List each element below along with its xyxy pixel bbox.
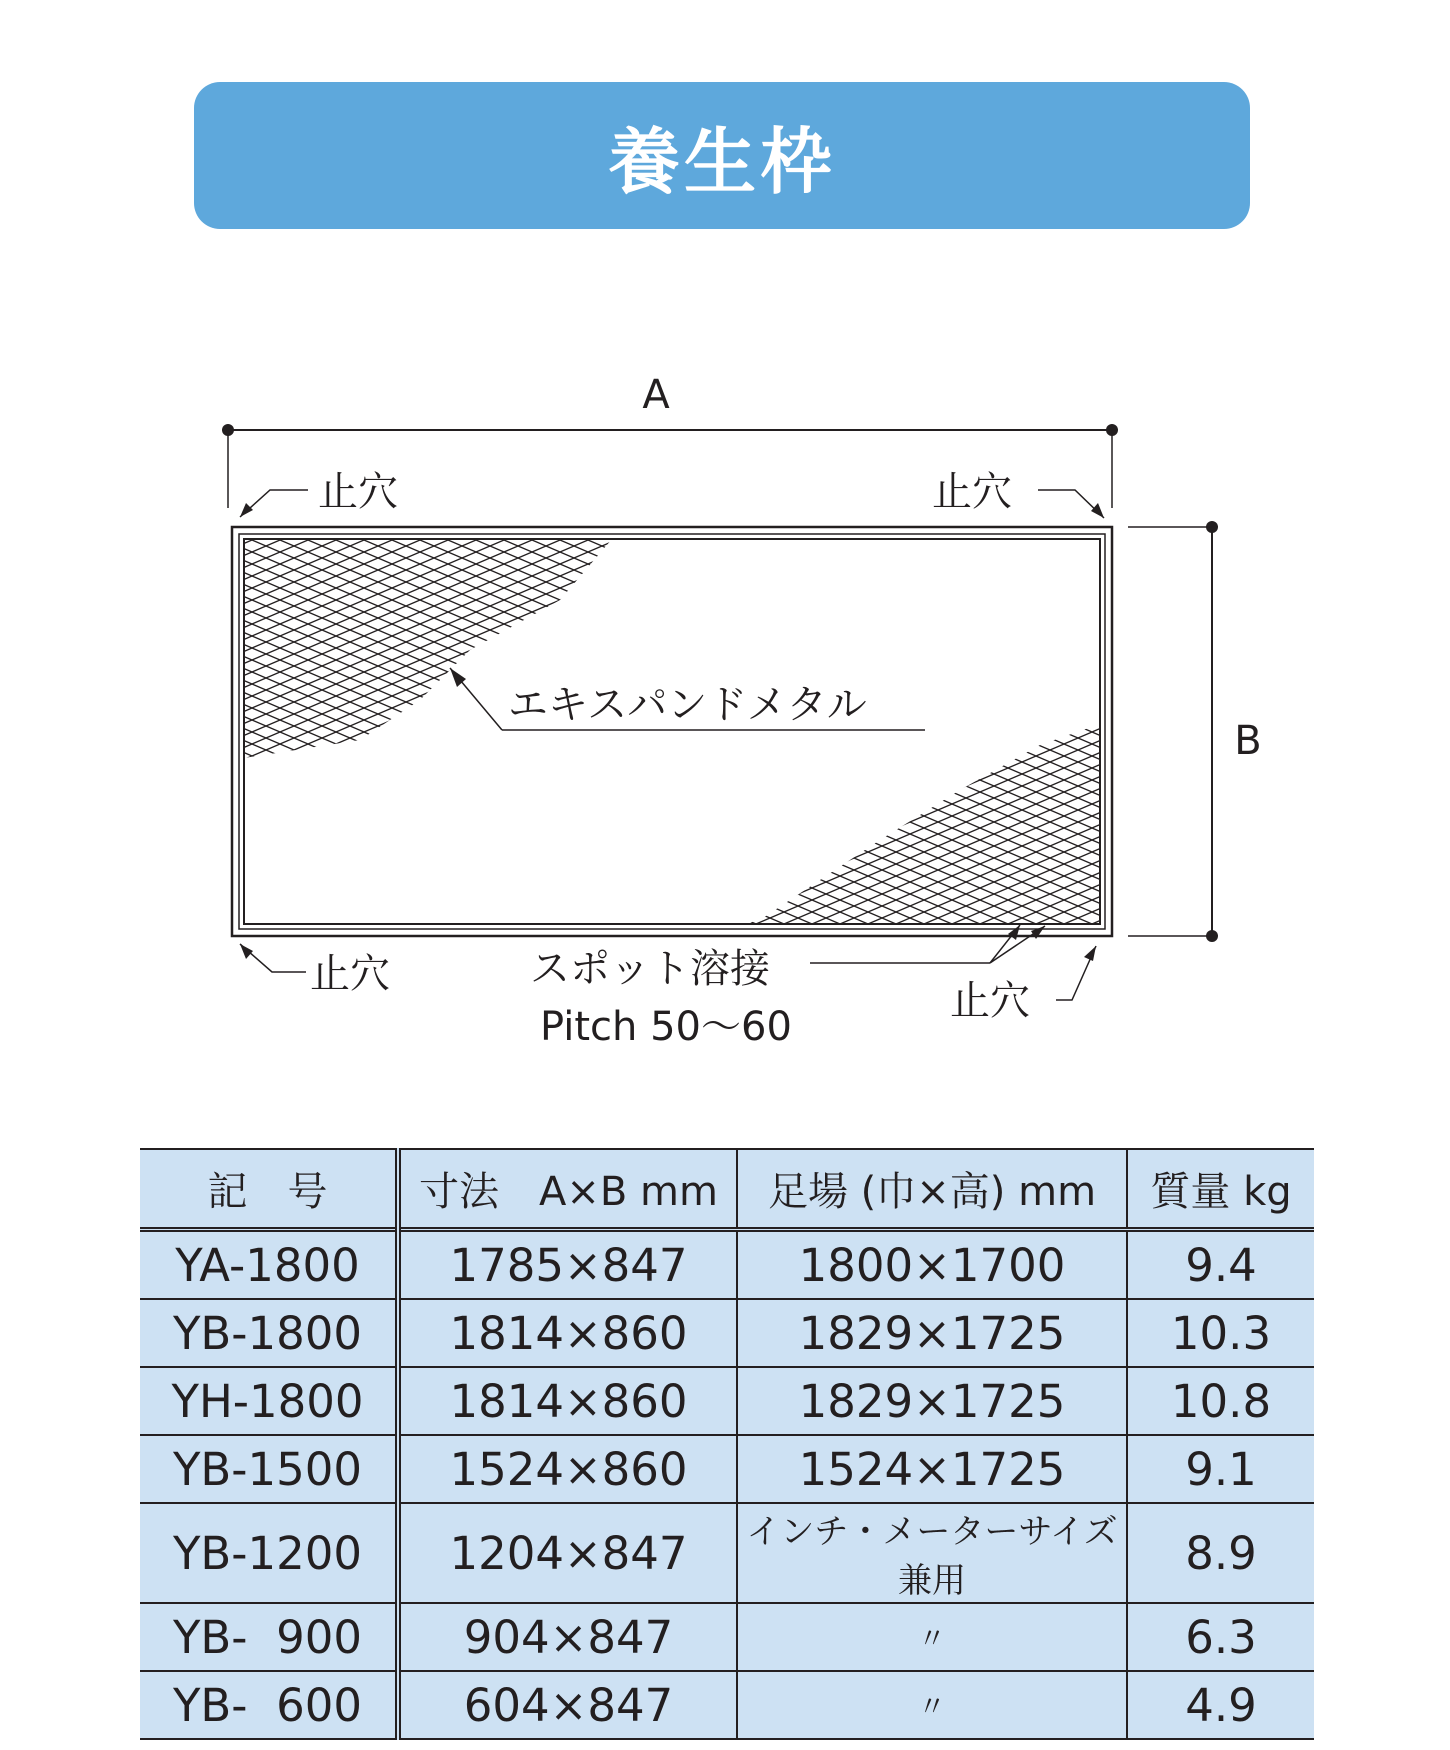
mesh-bottom-right	[744, 724, 1100, 924]
cell-dimension: 1785×847	[398, 1230, 737, 1300]
cell-model: YH-1800	[140, 1367, 398, 1435]
header-model: 記 号	[140, 1149, 398, 1230]
cell-model: YB-1200	[140, 1503, 398, 1603]
stop-hole-top-left	[240, 469, 398, 517]
mesh-label: エキスパンドメタル	[508, 682, 867, 728]
table-row	[140, 1503, 1314, 1603]
table-row	[140, 1367, 1314, 1435]
header-dimension: 寸法 A×B mm	[398, 1149, 737, 1230]
cell-dimension: 1204×847	[398, 1503, 737, 1603]
cell-model: YB-1800	[140, 1299, 398, 1367]
table-row	[140, 1603, 1314, 1671]
mesh-leader	[450, 668, 925, 730]
stop-hole-label: 止穴	[310, 951, 390, 997]
cell-dimension: 1814×860	[398, 1367, 737, 1435]
cell-scaffold: 1524×1725	[737, 1435, 1127, 1503]
header-mass: 質量 kg	[1127, 1149, 1314, 1230]
cell-scaffold: 1829×1725	[737, 1299, 1127, 1367]
cell-scaffold: 〃	[737, 1603, 1127, 1671]
cell-scaffold: 1800×1700	[737, 1230, 1127, 1300]
dimension-a-label: A	[642, 372, 670, 418]
cell-mass: 9.1	[1127, 1435, 1314, 1503]
cell-mass: 10.8	[1127, 1367, 1314, 1435]
cell-dimension: 1524×860	[398, 1435, 737, 1503]
title-banner	[194, 82, 1250, 229]
spec-table	[140, 1148, 1314, 1740]
stop-hole-label: 止穴	[932, 469, 1012, 515]
header-scaffold: 足場 (巾×高) mm	[737, 1149, 1127, 1230]
pitch-label: Pitch 50〜60	[540, 1004, 792, 1050]
stop-hole-bottom-left	[240, 944, 390, 997]
dimension-b	[1128, 521, 1262, 942]
stop-hole-label: 止穴	[950, 978, 1030, 1024]
cell-mass: 8.9	[1127, 1503, 1314, 1603]
cell-model: YB- 600	[140, 1671, 398, 1739]
table-row	[140, 1435, 1314, 1503]
cell-mass: 10.3	[1127, 1299, 1314, 1367]
cell-mass: 4.9	[1127, 1671, 1314, 1739]
stop-hole-label: 止穴	[318, 469, 398, 515]
page-title: 養生枠	[607, 119, 836, 204]
cell-model: YB- 900	[140, 1603, 398, 1671]
cell-scaffold: 〃	[737, 1671, 1127, 1739]
dimension-b-label: B	[1234, 718, 1262, 764]
table-row	[140, 1230, 1314, 1300]
table-row	[140, 1299, 1314, 1367]
table-header-row	[140, 1149, 1314, 1230]
cell-dimension: 1814×860	[398, 1299, 737, 1367]
cell-scaffold: インチ・メーターサイズ兼用	[737, 1503, 1127, 1603]
cell-model: YA-1800	[140, 1230, 398, 1300]
cell-dimension: 604×847	[398, 1671, 737, 1739]
cell-dimension: 904×847	[398, 1603, 737, 1671]
table-row	[140, 1671, 1314, 1739]
stop-hole-top-right	[932, 469, 1104, 518]
cell-scaffold: 1829×1725	[737, 1367, 1127, 1435]
cell-model: YB-1500	[140, 1435, 398, 1503]
spot-weld-label: スポット溶接	[530, 946, 770, 992]
stop-hole-bottom-right	[950, 946, 1096, 1024]
cell-mass: 6.3	[1127, 1603, 1314, 1671]
cell-mass: 9.4	[1127, 1230, 1314, 1300]
frame-diagram	[0, 340, 1450, 1070]
